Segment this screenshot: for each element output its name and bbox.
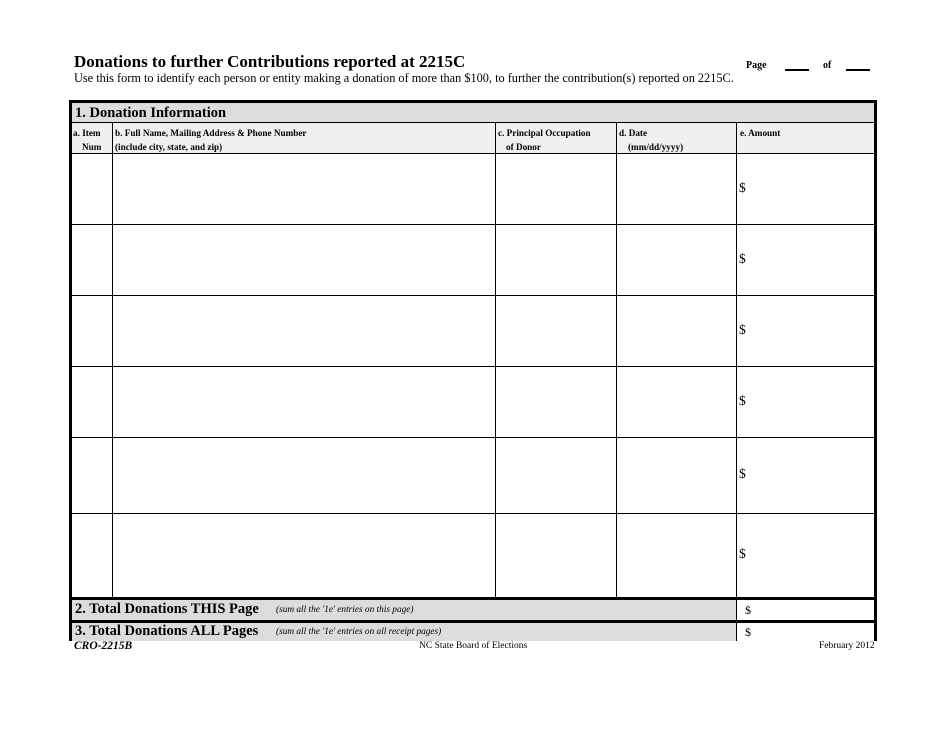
occupation-cell[interactable] — [496, 367, 616, 437]
form-code: CRO-2215B — [74, 640, 133, 652]
dollar-sign: $ — [739, 251, 746, 266]
name-address-cell[interactable] — [113, 225, 495, 295]
of-label: of — [823, 60, 832, 71]
name-address-cell[interactable] — [113, 154, 495, 224]
occupation-cell[interactable] — [496, 296, 616, 366]
total-this-page-row — [72, 597, 874, 620]
dollar-sign: $ — [739, 180, 746, 195]
item-num-cell[interactable] — [72, 514, 112, 597]
occupation-cell[interactable] — [496, 154, 616, 224]
amount-cell[interactable] — [737, 154, 874, 224]
occupation-cell[interactable] — [496, 225, 616, 295]
total-this-page-amount[interactable]: $ — [736, 600, 874, 620]
name-address-cell[interactable] — [113, 438, 495, 513]
amount-cell[interactable] — [737, 296, 874, 366]
total-all-pages-row — [72, 620, 874, 641]
revision-date: February 2012 — [819, 641, 875, 651]
name-address-cell[interactable] — [113, 296, 495, 366]
col-amount-header: e. Amount — [740, 128, 781, 138]
date-cell[interactable] — [617, 296, 736, 366]
page-label: Page — [746, 60, 767, 71]
date-cell[interactable] — [617, 438, 736, 513]
date-cell[interactable] — [617, 514, 736, 597]
donation-row — [72, 225, 874, 295]
donation-row — [72, 367, 874, 437]
page-number-field[interactable] — [785, 69, 809, 71]
name-address-cell[interactable] — [113, 514, 495, 597]
item-num-cell[interactable] — [72, 438, 112, 513]
item-num-cell[interactable] — [72, 296, 112, 366]
dollar-sign: $ — [739, 546, 746, 561]
col-item-num-header: a. Item Num — [73, 128, 102, 152]
date-cell[interactable] — [617, 154, 736, 224]
donation-row — [72, 296, 874, 366]
column-headers — [72, 123, 874, 154]
dollar-sign: $ — [739, 466, 746, 481]
name-address-cell[interactable] — [113, 367, 495, 437]
section-donation-information-header: 1. Donation Information — [72, 103, 874, 123]
form-title: Donations to further Contributions reported at 2215C — [74, 52, 466, 71]
form-instructions: Use this form to identify each person or entity making a donation of more than $100, to further the contribution(s) reported on 2215C. — [74, 71, 734, 85]
col-name-address-header: b. Full Name, Mailing Address & Phone Number (include city, state, and zip) — [115, 128, 307, 152]
amount-cell[interactable] — [737, 438, 874, 513]
item-num-cell[interactable] — [72, 367, 112, 437]
amount-cell[interactable] — [737, 225, 874, 295]
donation-row — [72, 438, 874, 513]
total-all-pages-note: (sum all the '1e' entries on all receipt pages) — [276, 627, 442, 637]
item-num-cell[interactable] — [72, 154, 112, 224]
total-all-pages-label: 3. Total Donations ALL Pages — [75, 623, 259, 639]
total-this-page-label: 2. Total Donations THIS Page — [75, 601, 259, 617]
amount-cell[interactable] — [737, 367, 874, 437]
agency-name: NC State Board of Elections — [419, 641, 528, 651]
occupation-cell[interactable] — [496, 438, 616, 513]
donation-row — [72, 154, 874, 224]
item-num-cell[interactable] — [72, 225, 112, 295]
total-pages-field[interactable] — [846, 69, 870, 71]
date-cell[interactable] — [617, 225, 736, 295]
total-this-page-note: (sum all the '1e' entries on this page) — [276, 605, 414, 615]
amount-cell[interactable] — [737, 514, 874, 597]
dollar-sign: $ — [739, 322, 746, 337]
date-cell[interactable] — [617, 367, 736, 437]
donation-row — [72, 514, 874, 597]
occupation-cell[interactable] — [496, 514, 616, 597]
total-all-pages-amount[interactable]: $ — [736, 623, 874, 641]
donation-form-table — [69, 100, 877, 641]
col-occupation-header: c. Principal Occupation of Donor — [498, 128, 591, 152]
dollar-sign: $ — [739, 393, 746, 408]
col-date-header: d. Date (mm/dd/yyyy) — [619, 128, 684, 152]
